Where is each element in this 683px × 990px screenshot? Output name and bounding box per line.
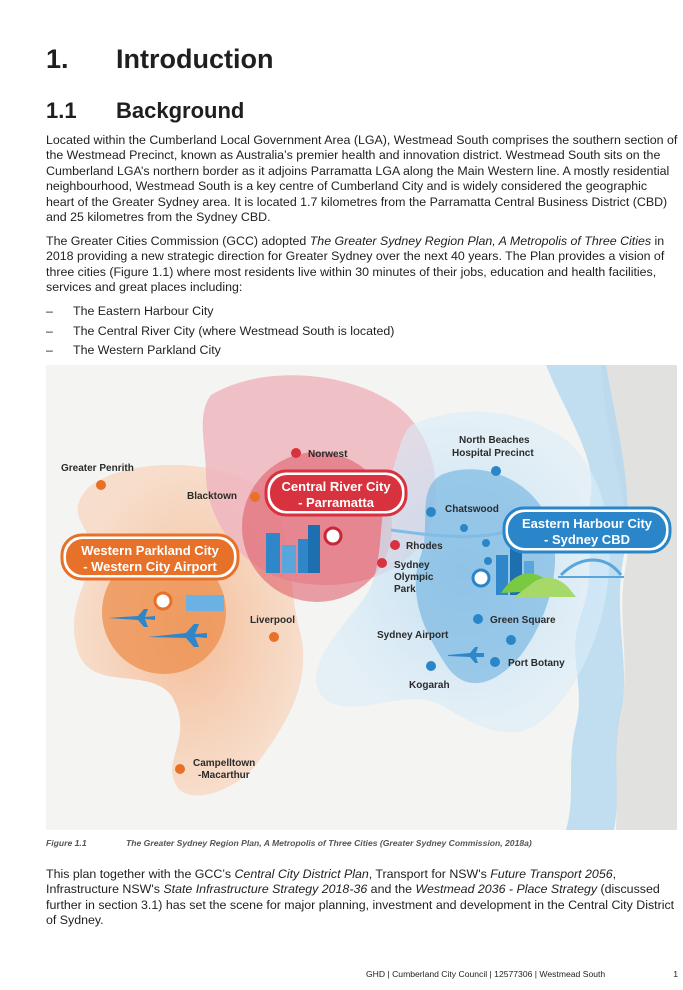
western-parkland-callout [62,535,238,579]
central-callout-line2: - Parramatta [298,495,374,510]
subsection-number: 1.1 [46,98,77,123]
place-label-greater-penrith: Greater Penrith [61,463,134,474]
list-item [46,304,394,324]
paragraph-district-plan [46,867,678,929]
figure-caption [46,838,532,848]
footer-text: GHD | Cumberland City Council | 12577306 | Westmead South [366,969,606,979]
section-number: 1. [46,44,69,74]
place-label-green-square: Green Square [490,615,556,626]
figure-label: Figure 1.1 [46,838,87,848]
place-label-campbelltown-2: -Macarthur [198,770,250,781]
subsection-title: Background [116,98,245,123]
text-run: This plan together with the GCC’s [46,867,235,881]
doc-title-italic: State Infrastructure Strategy 2018-36 [163,882,368,897]
list-item [46,324,394,344]
dash-marker: – [46,343,53,357]
list-item-text: The Western Parkland City [73,343,221,357]
place-label-campbelltown-1: Campelltown [193,758,256,769]
western-callout-line2: - Western City Airport [83,559,217,574]
doc-title-italic: Central City District Plan [234,867,369,881]
eastern-callout-line2: - Sydney CBD [544,532,630,547]
text-run: and the [367,882,416,897]
place-label-norwest: Norwest [308,449,348,460]
list-item [46,343,394,363]
place-label-sydney-olympic-2: Olympic [394,572,434,583]
text-run: , Infrastructure NSW's [46,867,617,897]
eastern-harbour-callout [504,508,670,552]
text-run: , Transport for NSW's [368,867,491,881]
place-label-north-beaches-1: North Beaches [459,435,530,446]
place-label-sydney-olympic-3: Park [394,584,416,595]
section-title: Introduction [116,44,274,74]
place-label-chatswood: Chatswood [445,504,499,515]
place-label-sydney-olympic-1: Sydney [394,560,430,571]
place-label-north-beaches-2: Hospital Precinct [452,448,534,459]
three-cities-map [46,365,677,830]
page-footer [366,969,678,979]
doc-title-italic: Future Transport 2056 [490,867,613,881]
page-number: 1 [673,969,678,979]
text-run: in 2018 providing a new strategic direction for Greater Sydney over the next 40 years. The Plan provides a vision of three cities (Figure 1.1) where most residents live within 30 minutes of their jobs, education and health facilities, services and great places including: [46,234,665,295]
central-river-callout [266,471,406,515]
place-label-sydney-airport: Sydney Airport [377,630,449,641]
place-label-port-botany: Port Botany [508,658,565,669]
place-label-blacktown: Blacktown [187,491,238,502]
doc-title-italic: Westmead 2036 - Place Strategy [415,882,598,897]
place-label-kogarah: Kogarah [409,680,450,691]
text-run: The Greater Cities Commission (GCC) adopted [46,234,310,248]
dash-marker: – [46,304,53,318]
central-callout-line1: Central River City [281,479,391,494]
dash-marker: – [46,323,53,338]
list-item-text: The Eastern Harbour City [73,304,214,318]
list-item-text: The Central River City (where Westmead South is located) [73,323,395,338]
plan-title-italic: The Greater Sydney Region Plan, A Metropolis of Three Cities [309,234,652,248]
place-label-liverpool: Liverpool [250,615,296,626]
paragraph-background: Located within the Cumberland Local Government Area (LGA), Westmead South comprises the southern section of the Westmead Precinct, known as Australia’s premier health and innovation district. Westmead South sits on the Cumberland LGA’s northern border as it adjoins Parramatta LGA along the Main Western line. A mostly residential neighbourhood, Westmead South is a key centre of Cumberland City and is widely considered the geographic heart of the Greater Sydney area. It is located 1.7 kilometres from the Parramatta Central Business District (CBD) and 25 kilometres from the Sydney CBD. [46,133,678,225]
western-callout-line1: Western Parkland City [81,543,219,558]
section-heading [46,44,273,75]
text-run: (discussed further in section 3.1) has set the scene for major planning, investment and development in the Central City District of Sydney. [46,882,675,928]
figure-caption-text: The Greater Sydney Region Plan, A Metropolis of Three Cities (Greater Sydney Commission, 2018a) [126,838,532,848]
subsection-heading [46,98,244,124]
western-airport-buildings [186,595,224,611]
place-label-rhodes: Rhodes [406,541,443,552]
paragraph-region-plan [46,234,678,296]
eastern-callout-line1: Eastern Harbour City [521,516,653,531]
cities-list [46,304,394,363]
